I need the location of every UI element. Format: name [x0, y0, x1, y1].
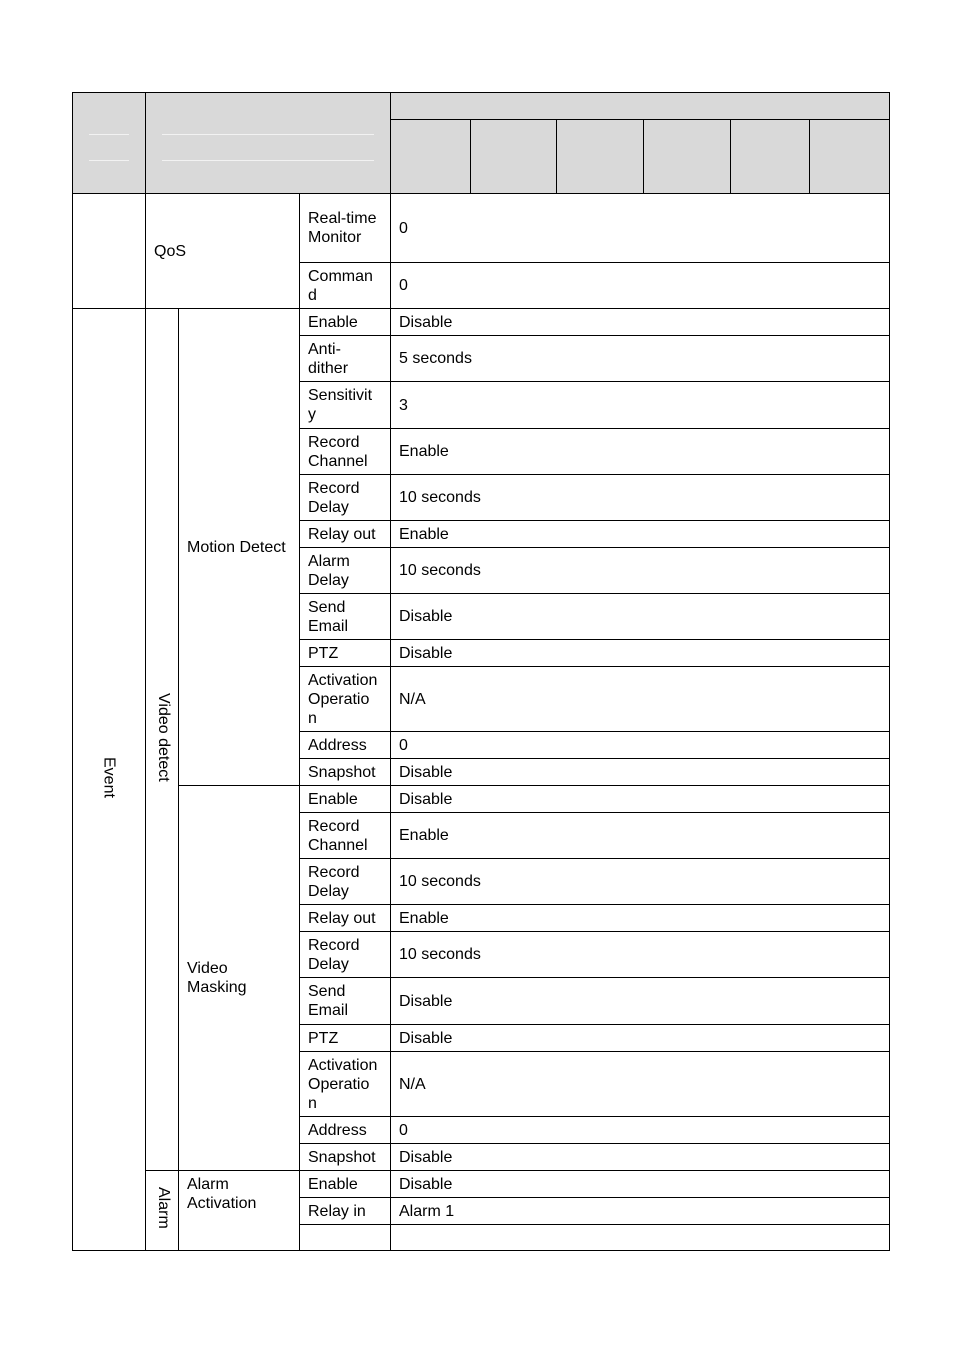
value-cell: Enable: [391, 521, 890, 548]
param-cell: Relay out: [300, 905, 391, 932]
value-cell: 0: [391, 263, 890, 309]
alarm-activation-label: Alarm Activation: [179, 1171, 300, 1251]
value-cell: 5 seconds: [391, 336, 890, 382]
header-blank-cell: [146, 93, 391, 194]
header-blank-cell: [391, 120, 471, 194]
header-blank-cell: [391, 93, 890, 120]
param-cell: Record Channel: [300, 813, 391, 859]
value-cell: Enable: [391, 429, 890, 475]
video-masking-label: Video Masking: [179, 786, 300, 1171]
header-blank-cell: [644, 120, 731, 194]
default-settings-table: [72, 92, 890, 1251]
param-cell: Send Email: [300, 978, 391, 1025]
table-header-row: [73, 93, 890, 120]
param-cell: Record Channel: [300, 429, 391, 475]
blank-category-cell: [73, 194, 146, 309]
value-cell: Disable: [391, 759, 890, 786]
header-blank-cell: [471, 120, 557, 194]
value-cell: N/A: [391, 667, 890, 732]
value-cell: Enable: [391, 813, 890, 859]
param-cell: Comman d: [300, 263, 391, 309]
param-cell: Anti- dither: [300, 336, 391, 382]
param-cell: Record Delay: [300, 932, 391, 978]
param-cell: Enable: [300, 309, 391, 336]
param-cell: Snapshot: [300, 1144, 391, 1171]
video-detect-group-label: Video detect: [146, 309, 179, 1171]
value-cell: Disable: [391, 786, 890, 813]
table-row: [73, 309, 890, 336]
value-cell: Disable: [391, 594, 890, 640]
param-cell: Record Delay: [300, 475, 391, 521]
value-cell: 10 seconds: [391, 932, 890, 978]
value-cell: Disable: [391, 1171, 890, 1198]
value-cell: [391, 1225, 890, 1251]
header-blank-cell: [731, 120, 810, 194]
value-cell: Enable: [391, 905, 890, 932]
param-cell: Relay out: [300, 521, 391, 548]
param-cell: Address: [300, 1117, 391, 1144]
param-cell: PTZ: [300, 640, 391, 667]
param-cell: Enable: [300, 1171, 391, 1198]
motion-detect-label: Motion Detect: [179, 309, 300, 786]
param-cell: Address: [300, 732, 391, 759]
value-cell: 0: [391, 1117, 890, 1144]
param-cell: Relay in: [300, 1198, 391, 1225]
param-cell: Activation Operatio n: [300, 1052, 391, 1117]
value-cell: 0: [391, 194, 890, 263]
event-category-label: Event: [73, 309, 146, 1251]
value-cell: N/A: [391, 1052, 890, 1117]
value-cell: 10 seconds: [391, 859, 890, 905]
param-cell: Send Email: [300, 594, 391, 640]
header-blank-cell: [557, 120, 644, 194]
param-cell: Enable: [300, 786, 391, 813]
param-cell: PTZ: [300, 1025, 391, 1052]
param-cell: Snapshot: [300, 759, 391, 786]
table-row: [73, 194, 890, 263]
param-cell: Alarm Delay: [300, 548, 391, 594]
value-cell: Disable: [391, 640, 890, 667]
value-cell: Alarm 1: [391, 1198, 890, 1225]
header-blank-cell: [810, 120, 890, 194]
param-cell: Activation Operatio n: [300, 667, 391, 732]
param-cell: [300, 1225, 391, 1251]
header-blank-cell: [73, 93, 146, 194]
value-cell: 10 seconds: [391, 548, 890, 594]
value-cell: 0: [391, 732, 890, 759]
table-row: [73, 786, 890, 813]
value-cell: Disable: [391, 309, 890, 336]
alarm-group-label: Alarm: [146, 1171, 179, 1251]
value-cell: Disable: [391, 1144, 890, 1171]
param-cell: Record Delay: [300, 859, 391, 905]
value-cell: Disable: [391, 1025, 890, 1052]
param-cell: Real-time Monitor: [300, 194, 391, 263]
table-row: [73, 1171, 890, 1198]
value-cell: 3: [391, 382, 890, 429]
value-cell: 10 seconds: [391, 475, 890, 521]
qos-section-label: QoS: [146, 194, 300, 309]
param-cell: Sensitivit y: [300, 382, 391, 429]
value-cell: Disable: [391, 978, 890, 1025]
